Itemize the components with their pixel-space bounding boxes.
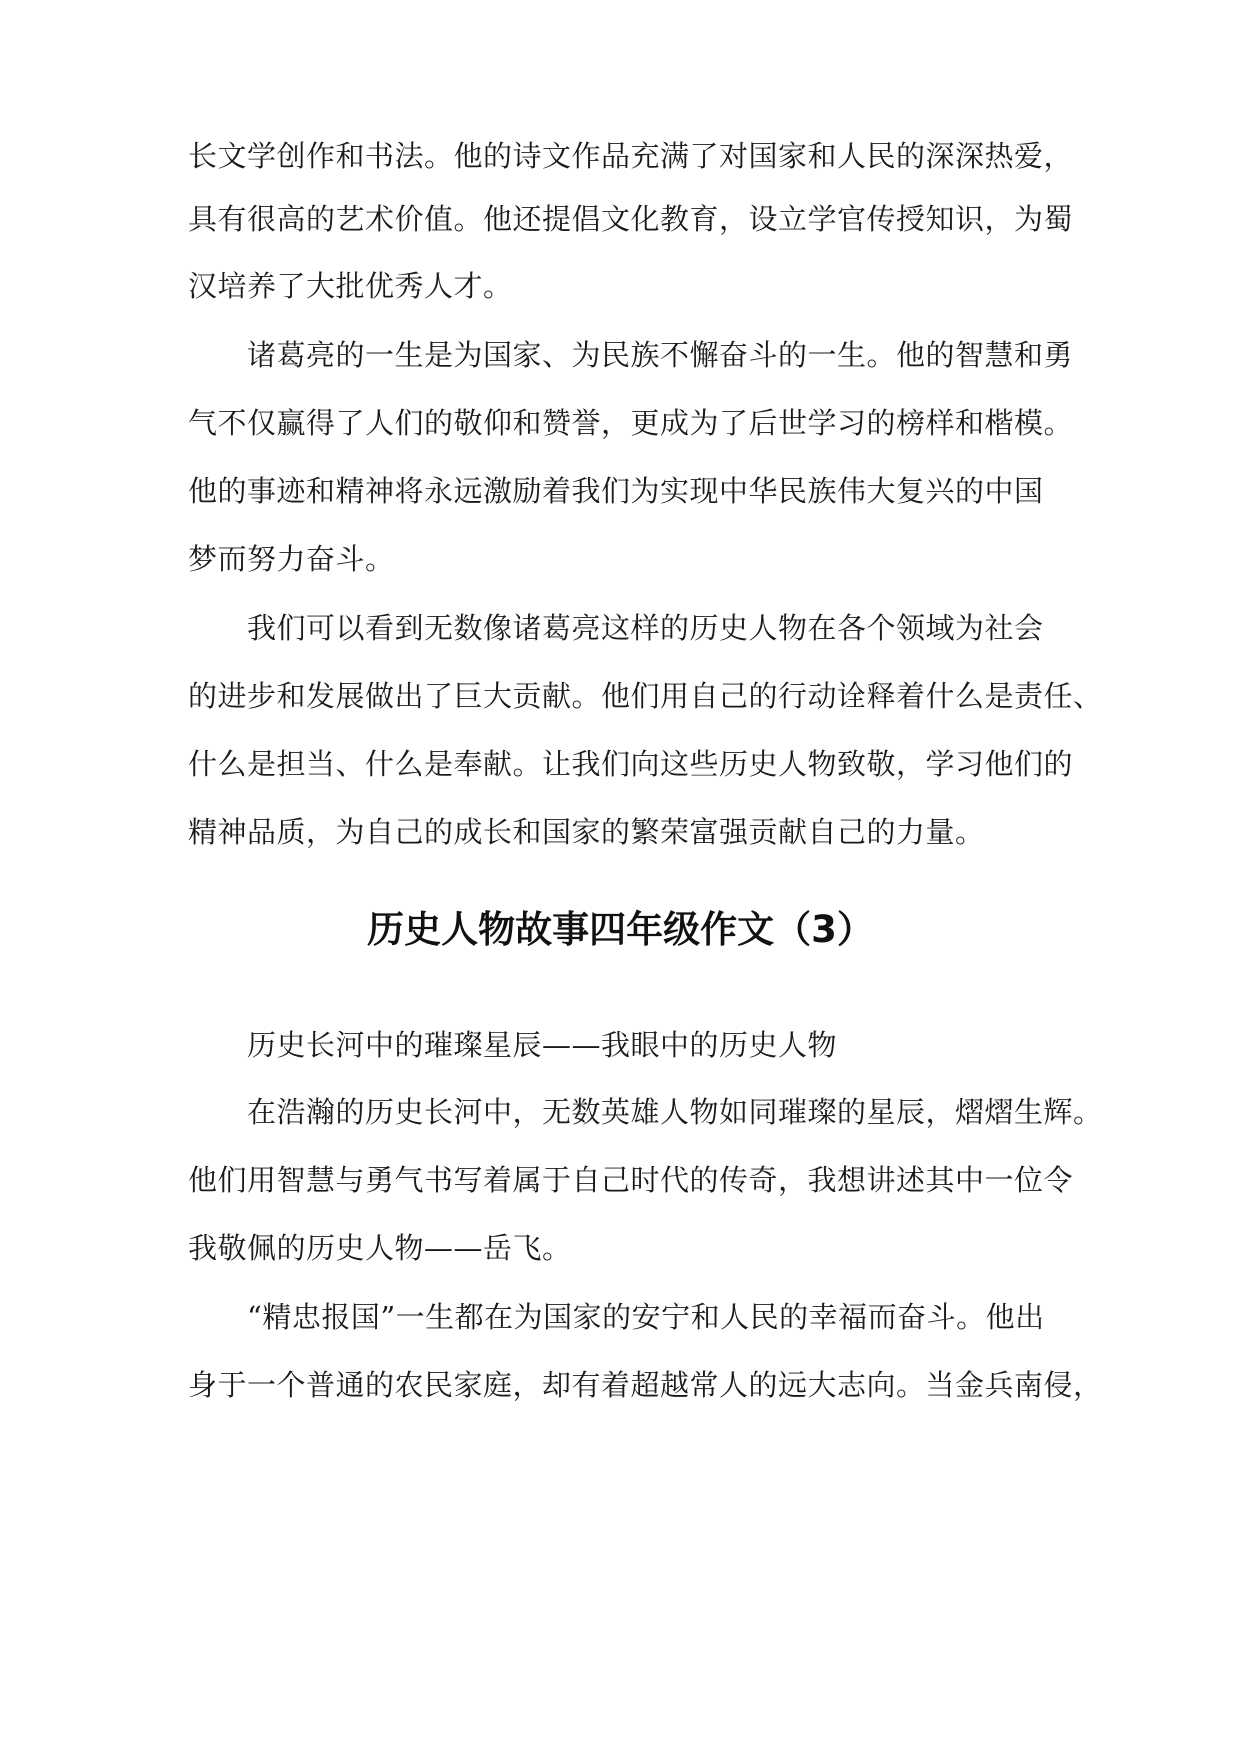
section-heading: 历史人物故事四年级作文（3） xyxy=(367,908,874,951)
paragraph-line: 我们可以看到无数像诸葛亮这样的历史人物在各个领域为社会 xyxy=(247,611,1044,645)
paragraph-line: 什么是担当、什么是奉献。让我们向这些历史人物致敬，学习他们的 xyxy=(188,747,1074,781)
paragraph-line: “精忠报国”一生都在为国家的安宁和人民的幸福而奋斗。他出 xyxy=(247,1300,1045,1334)
paragraph-line: 精神品质，为自己的成长和国家的繁荣富强贡献自己的力量。 xyxy=(188,815,985,849)
paragraph-line: 具有很高的艺术价值。他还提倡文化教育，设立学官传授知识，为蜀 xyxy=(188,202,1074,236)
paragraph-line: 他的事迹和精神将永远激励着我们为实现中华民族伟大复兴的中国 xyxy=(188,474,1044,508)
paragraph-line: 的进步和发展做出了巨大贡献。他们用自己的行动诠释着什么是责任、 xyxy=(188,679,1103,713)
paragraph-line: 诸葛亮的一生是为国家、为民族不懈奋斗的一生。他的智慧和勇 xyxy=(247,338,1074,372)
paragraph-line: 在浩瀚的历史长河中，无数英雄人物如同璀璨的星辰，熠熠生辉。 xyxy=(247,1095,1103,1129)
paragraph-line: 汉培养了大批优秀人才。 xyxy=(188,269,513,303)
paragraph-line: 气不仅赢得了人们的敬仰和赞誉，更成为了后世学习的榜样和楷模。 xyxy=(188,406,1074,440)
paragraph-line: 他们用智慧与勇气书写着属于自己时代的传奇，我想讲述其中一位令 xyxy=(188,1163,1074,1197)
paragraph-line: 梦而努力奋斗。 xyxy=(188,542,395,576)
paragraph-line: 长文学创作和书法。他的诗文作品充满了对国家和人民的深深热爱， xyxy=(188,139,1074,173)
paragraph-line: 身于一个普通的农民家庭，却有着超越常人的远大志向。当金兵南侵， xyxy=(188,1368,1103,1402)
paragraph-line: 我敬佩的历史人物——岳飞。 xyxy=(188,1231,572,1265)
subtitle-line: 历史长河中的璀璨星辰——我眼中的历史人物 xyxy=(247,1028,838,1062)
